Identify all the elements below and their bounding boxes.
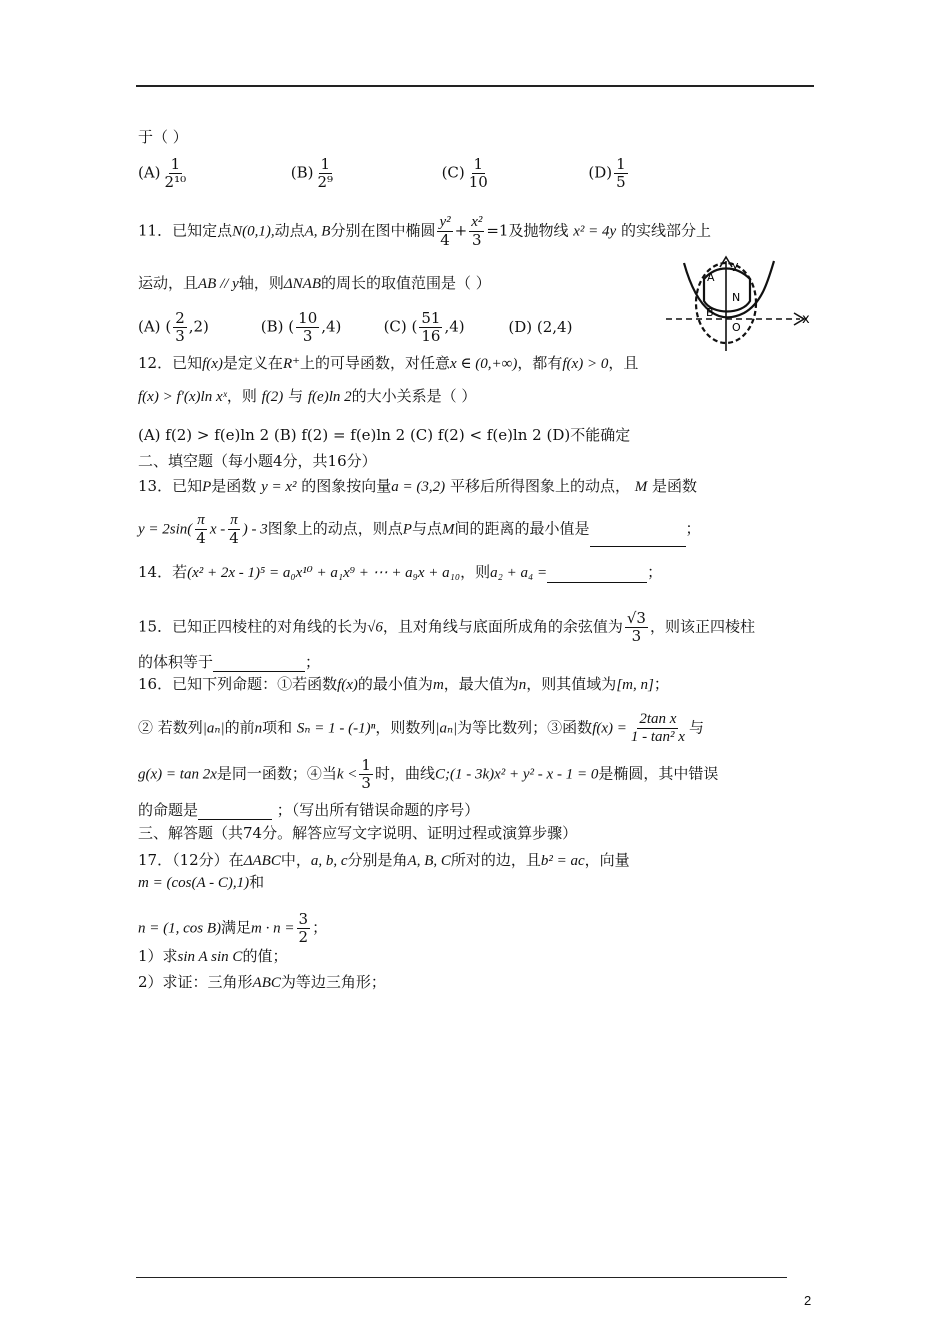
- q17-part-2: 2）求证：三角形ABC为等边三角形；: [138, 973, 386, 991]
- q12-line-1: 12．已知f(x)是定义在R⁺上的可导函数，对任意x ∈ (0,+∞)，都有f(x) > 0，且: [138, 354, 639, 372]
- label-x: x: [802, 312, 810, 327]
- q17-line-3: n = (1, cos B)满足m · n = $\frac{3}{2}$ ；: [138, 910, 328, 946]
- q17-line-1: 17．（12分）在ΔABC中，a, b, c分别是角A, B, C所对的边，且b² = ac，向量: [138, 851, 630, 869]
- fraction: $\frac{\pi}{4}$: [229, 512, 239, 547]
- section-2-heading: 二、填空题（每小题4分，共16分）: [138, 452, 377, 470]
- answer-blank[interactable]: [198, 803, 272, 820]
- fraction: $\frac{3}{2}$: [298, 910, 309, 946]
- q10-option-label: (C): [441, 163, 465, 182]
- q12-options: (A) f(2) > f(e)ln 2 (B) f(2) = f(e)ln 2 (C) f(2) < f(e)ln 2 (D)不能确定: [138, 426, 631, 444]
- fraction: $\frac{1}{\text{2⁹}}$: [317, 155, 334, 191]
- q15-line-1: 15．已知正四棱柱的对角线的长为√6，且对角线与底面所成角的余弦值为 $\frac{√3}{3}$ ，则该正四棱柱: [138, 609, 755, 645]
- fraction: $\frac{\text{2tan x}}{\text{1 - tan² x}}$: [630, 711, 685, 745]
- fraction: $\frac{1}{3}$: [361, 756, 371, 792]
- q10-options: [138, 156, 630, 191]
- label-y: y: [732, 259, 739, 272]
- q11-line-2: 运动，且AB // y轴，则ΔNAB的周长的取值范围是（ ）: [138, 274, 491, 292]
- q11-line-1: 11．已知定点N(0,1),动点A, B分别在图中椭圆 $\frac{\text{y²}}{4}$ + $\frac{\text{x²}}{3}$ =1及抛物线 x² = 4y 的实线部分上: [138, 214, 711, 249]
- q10-option-label: (D): [588, 163, 613, 182]
- q11-option-d: (D) (2,4): [508, 317, 573, 336]
- q16-line-3: g(x) = tan 2x是同一函数；④当k < $\frac{1}{3}$ 时，曲线C;(1 - 3k)x² + y² - x - 1 = 0是椭圆，其中错误: [138, 756, 719, 792]
- answer-blank[interactable]: [590, 530, 686, 547]
- q12-line-2: f(x) > f′(x)ln xˣ，则 f(2) 与 f(e)ln 2的大小关系是（ ）: [138, 387, 477, 405]
- q11-option-a: (A) ( $\frac{2}{3}$ ,2): [138, 309, 209, 345]
- q11-figure: [662, 255, 812, 355]
- q16-line-2: ② 若数列|aₙ|的前n项和 Sₙ = 1 - (-1)ⁿ，则数列|aₙ|为等比数列；③函数f(x) = $\frac{\text{2tan x}}{\text{1 - tan² x}}$ 与: [138, 711, 704, 745]
- label-b: B: [706, 306, 714, 319]
- q16-line-1: 16．已知下列命题：①若函数f(x)的最小值为m，最大值为n，则其值域为[m, n]；: [138, 675, 669, 693]
- q14-line: 14．若(x² + 2x - 1)⁵ = a₀x¹⁰ + a₁x⁹ + ⋯ + a₉x + a₁₀，则a₂ + a₄ = ；: [138, 563, 663, 581]
- fraction: $\frac{2}{3}$: [175, 309, 185, 345]
- fraction: $\frac{1}{5}$: [616, 155, 626, 191]
- q11-option-b: (B) ( $\frac{10}{3}$ ,4): [260, 309, 342, 345]
- section-3-heading: 三、解答题（共74分。解答应写文字说明、证明过程或演算步骤）: [138, 824, 578, 842]
- q10-option-label: (A): [138, 163, 161, 182]
- q15-line-2: 的体积等于 ；: [138, 653, 321, 671]
- fraction: $\frac{10}{3}$: [298, 309, 318, 345]
- header-rule: [136, 85, 814, 87]
- fraction: $\frac{1}{\text{2¹⁰}}$: [164, 155, 187, 191]
- label-a: A: [707, 271, 715, 284]
- q13-line-2: y = 2sin( $\frac{\pi}{4}$ x - $\frac{\pi}{4}$ ) - 3图象上的动点，则点P与点M间的距离的最小值是 ；: [138, 512, 701, 547]
- q11-options: [138, 310, 572, 345]
- label-n: N: [732, 291, 741, 304]
- fraction: $\frac{√3}{3}$: [626, 609, 646, 645]
- fraction: $\frac{\text{y²}}{4}$: [439, 214, 451, 249]
- q10-option-b: [291, 156, 437, 191]
- label-o: O: [732, 321, 741, 334]
- fraction: $\frac{1}{10}$: [468, 155, 488, 191]
- q10-option-label: (B): [290, 163, 314, 182]
- q10-option-d: [588, 156, 629, 191]
- answer-blank[interactable]: [213, 655, 305, 672]
- fraction: $\frac{51}{16}$: [421, 309, 441, 345]
- q10-option-a: [138, 156, 286, 191]
- q17-part-1: 1）求sin A sin C的值；: [138, 947, 288, 965]
- q17-line-2: m = (cos(A - C),1)和: [138, 873, 265, 891]
- q11-option-c: (C) ( $\frac{51}{16}$ ,4): [383, 309, 465, 345]
- footer-rule: [136, 1277, 787, 1278]
- fraction: $\frac{\pi}{4}$: [196, 512, 206, 547]
- q16-line-4: 的命题是 ；（写出所有错误命题的序号）: [138, 801, 480, 819]
- q13-line-1: 13．已知P是函数 y = x² 的图象按向量a = (3,2) 平移后所得图象上的动点， M 是函数: [138, 477, 698, 495]
- page-number: 2: [804, 1293, 812, 1308]
- answer-blank[interactable]: [547, 566, 647, 583]
- q10-prefix: 于（ ）: [138, 128, 188, 146]
- q10-option-c: [442, 156, 584, 191]
- fraction: $\frac{\text{x²}}{3}$: [471, 214, 483, 249]
